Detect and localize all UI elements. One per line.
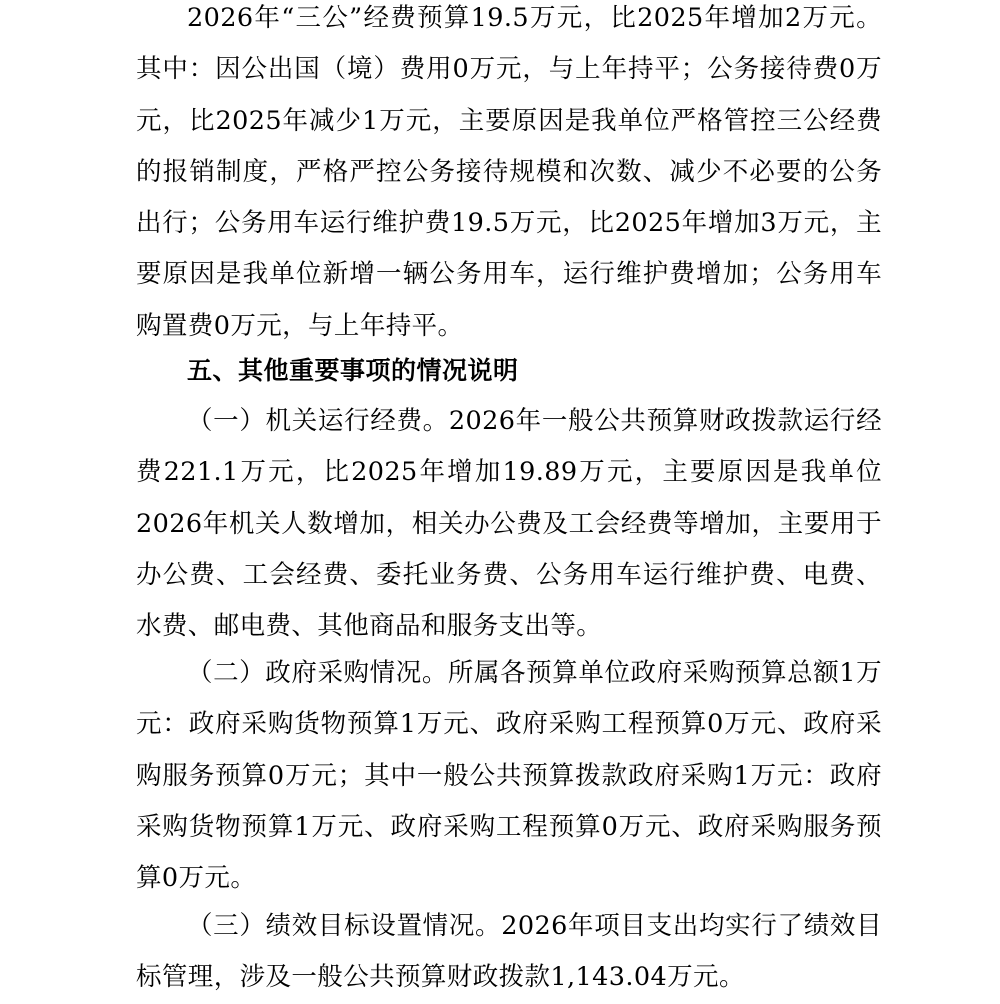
section-heading-other-matters: 五、其他重要事项的情况说明 [187,356,519,385]
paragraph-performance-targets: （三）绩效目标设置情况。2026年项目支出均实行了绩效目标管理，涉及一般公共预算财政拨款1,143.04万元。 [136,911,882,993]
paragraph-three-public-expenses: 2026年“三公”经费预算19.5万元，比2025年增加2万元。其中：因公出国（境）费用0万元，与上年持平；公务接待费0万元，比2025年减少1万元，主要原因是我单位严格管控三公经费的报销制度，严格严控公务接待规模和次数、减少不必要的公务出行；公务用车运行维护费19.5万元，比2025年增加3万元，主要原因是我单位新增一辆公务用车，运行维护费增加；公务用车购置费0万元，与上年持平。 [136,3,882,341]
paragraph-government-procurement: （二）政府采购情况。所属各预算单位政府采购预算总额1万元：政府采购货物预算1万元、政府采购工程预算0万元、政府采购服务预算0万元；其中一般公共预算拨款政府采购1万元：政府采购货物预算1万元、政府采购工程预算0万元、政府采购服务预算0万元。 [136,658,882,894]
paragraph-operating-expenses: （一）机关运行经费。2026年一般公共预算财政拨款运行经费221.1万元，比2025年增加19.89万元，主要原因是我单位2026年机关人数增加，相关办公费及工会经费等增加，主要用于办公费、工会经费、委托业务费、公务用车运行维护费、电费、水费、邮电费、其他商品和服务支出等。 [136,406,882,642]
